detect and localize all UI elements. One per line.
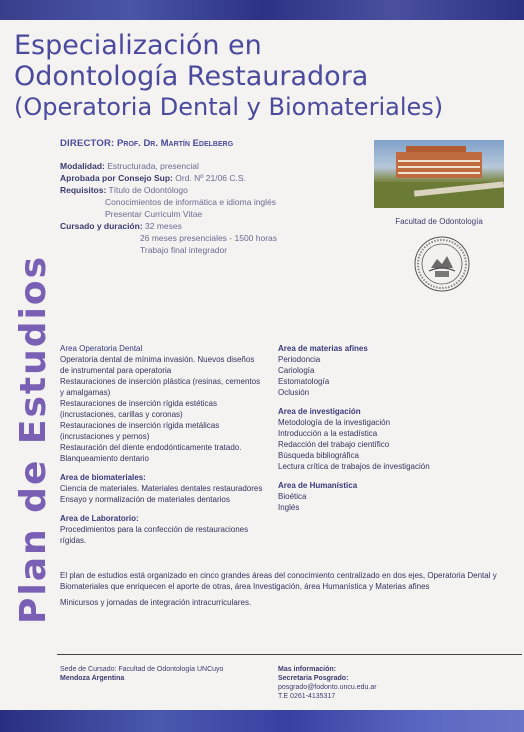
list-item: Ensayo y normalización de materiales dentarios (60, 495, 230, 504)
page-title (14, 30, 443, 123)
list-item: Procedimientos para la confección de restauraciones (60, 525, 249, 534)
footer-contact (278, 665, 377, 701)
area-laboratorio-heading: Area de Laboratorio: (60, 514, 139, 523)
title-line-3: (Operatoria Dental y Biomateriales) (14, 93, 444, 121)
list-item: Restauraciones de inserción rígida estéticas (60, 399, 217, 408)
list-item: Operatoria dental de mínima invasión. Nuevos diseños (60, 355, 255, 364)
footer-venue (60, 665, 223, 683)
area-afines-heading: Area de materias afines (278, 344, 368, 353)
vertical-heading-text: Plan de Estudios (13, 254, 54, 624)
list-item: (incrustaciones, carillas y coronas) (60, 410, 183, 419)
university-seal-icon (413, 235, 471, 293)
venue-label: Sede de Cursado: (60, 666, 117, 673)
cursado-1: 32 meses (145, 221, 182, 231)
list-item: Estomatología (278, 377, 330, 386)
requisitos-label: Requisitos: (60, 185, 107, 195)
contact-phone: T.E 0261-4135317 (278, 693, 336, 700)
right-column (278, 343, 468, 513)
list-item: Metodología de la investigación (278, 418, 391, 427)
aprobada-value: Ord. Nº 21/06 C.S. (175, 173, 246, 183)
director-name: Prof. Dr. Martín Edelberg (117, 138, 234, 149)
director-line (60, 138, 233, 149)
list-item: Introducción a la estadística (278, 429, 378, 438)
program-info (60, 160, 277, 256)
plan-description: El plan de estudios está organizado en cinco grandes áreas del conocimiento centralizado en dos ejes, Operatoria Dental y Biomateriales que enriquecen el aporte de otras, área Investigación, área Humanística y Materias afines (60, 571, 497, 591)
contact-heading: Mas información: (278, 666, 336, 673)
venue-value: Facultad de Odontología UNCuyo (118, 666, 224, 673)
footer-divider (57, 654, 522, 655)
area-investigacion-heading: Area de investigación (278, 407, 361, 416)
title-line-2: Odontología Restauradora (14, 61, 369, 92)
venue-city: Mendoza Argentina (60, 675, 125, 682)
vertical-heading (13, 254, 54, 624)
top-color-band (0, 0, 524, 20)
list-item: Restauraciones de inserción plástica (resinas, cementos (60, 377, 261, 386)
area-operatoria-list (60, 354, 275, 464)
modalidad-value: Estructurada, presencial (107, 161, 199, 171)
requisito-2: Conocimientos de informática e idioma inglés (105, 197, 277, 207)
title-line-1: Especialización en (14, 30, 262, 61)
list-item: Cariología (278, 366, 315, 375)
list-item: Inglés (278, 503, 300, 512)
cursado-label: Cursado y duración: (60, 221, 143, 231)
cursado-2: 26 meses presenciales - 1500 horas (140, 233, 278, 243)
modalidad-label: Modalidad: (60, 161, 105, 171)
area-biomateriales-heading: Area de biomateriales: (60, 473, 146, 482)
list-item: Redacción del trabajo científico (278, 440, 390, 449)
minicursos-note: Minicursos y jornadas de integración intracurriculares. (60, 598, 252, 607)
contact-email[interactable]: posgrado@fodonto.uncu.edu.ar (278, 684, 377, 691)
director-label: DIRECTOR: (60, 138, 115, 149)
list-item: Restauraciones de inserción rígida metálicas (60, 421, 220, 430)
photo-caption: Facultad de Odontología (395, 217, 483, 226)
cursado-3: Trabajo final integrador (140, 245, 228, 255)
list-item: Bioética (278, 492, 307, 501)
requisito-3: Presentar Curriculm Vitae (105, 209, 203, 219)
list-item: y amalgamas) (60, 388, 111, 397)
list-item: rígidas. (60, 536, 87, 545)
area-humanistica-heading: Area de Humanística (278, 481, 358, 490)
list-item: (incrustaciones y pernos) (60, 432, 150, 441)
list-item: Ciencia de materiales. Materiales dentales restauradores (60, 484, 263, 493)
list-item: Periodoncia (278, 355, 321, 364)
aprobada-label: Aprobada por Consejo Sup: (60, 173, 173, 183)
list-item: Lectura crítica de trabajos de investigación (278, 462, 430, 471)
left-column (60, 343, 275, 546)
faculty-building-photo (374, 140, 504, 208)
list-item: de instrumental para operatoria (60, 366, 172, 375)
list-item: Búsqueda bibliográfica (278, 451, 359, 460)
list-item: Oclusión (278, 388, 310, 397)
bottom-color-band (0, 710, 524, 732)
contact-office: Secretaria Posgrado: (278, 675, 349, 682)
list-item: Blanqueamiento dentario (60, 454, 149, 463)
list-item: Restauración del diente endodónticamente tratado. (60, 443, 242, 452)
requisito-1: Título de Odontólogo (108, 185, 188, 195)
area-operatoria-heading: Area Operatoria Dental (60, 344, 143, 353)
